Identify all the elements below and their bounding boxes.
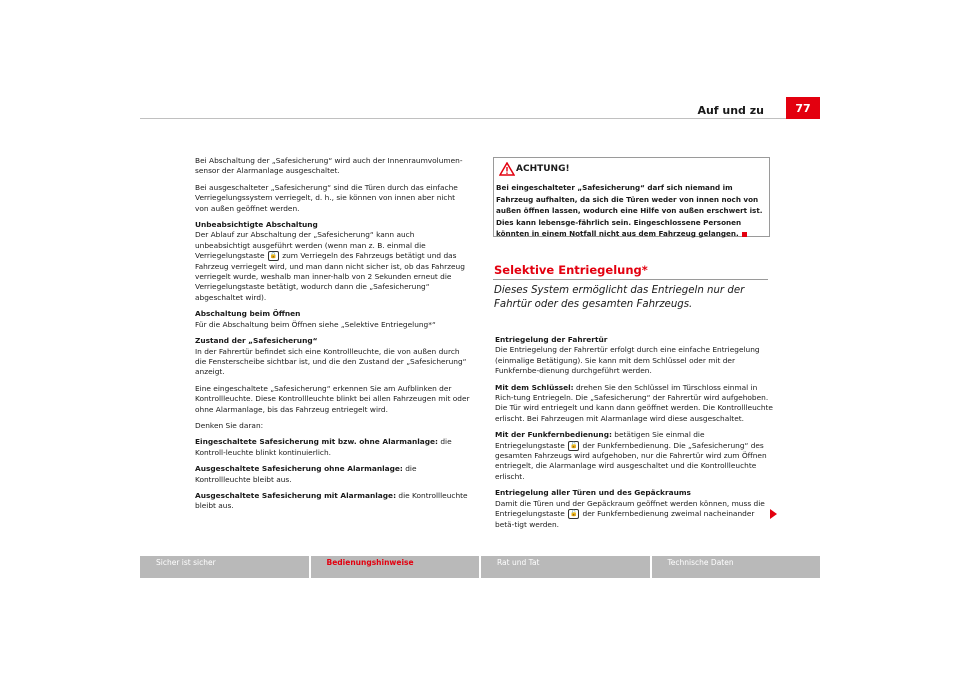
unlock-key-icon: 🔓 [569,510,578,518]
section-block [495,488,773,530]
paragraph-text: Die Entriegelung der Fahrertür erfolgt durch eine einfache Entriegelung (einmalige Betätigung). Sie kann mit dem Schlüssel oder mit der Funkfernbe-dienung durchgeführt werden. [495,345,760,376]
paragraph [495,430,773,482]
list-item-label: Ausgeschaltete Safesicherung mit Alarmanlage: [195,490,397,500]
list-item [195,491,470,512]
paragraph-text: zum Verriegeln des Fahrzeugs betätigt und das Fahrzeug verriegelt wird, und man dann nicht sicher ist, ob das Fahrzeug verriegelt wurde, weshalb man inner-halb von 2 Sekunden erneut die Verriegelungstaste betätigt, wodurch dann die „Safesicherung“ abgeschaltet wird). [195,251,465,302]
unlock-key-icon: 🔓 [569,441,578,449]
paragraph: Bei ausgeschalteter „Safesicherung“ sind die Türen durch das einfache Verriegelungssystem verriegelt, d. h., sie können von innen aber nicht von außen geöffnet werden. [195,182,458,213]
page-title: Auf und zu [697,104,764,117]
tab-technische-daten[interactable]: Technische Daten [652,556,821,578]
header-rule [140,118,820,119]
list-item [195,437,470,458]
warning-box [493,157,770,237]
list-item [195,464,470,485]
list-item-text: die Kontrollleuchte bleibt aus. [195,464,417,484]
paragraph: Denken Sie daran: [195,420,264,430]
footer-nav [140,556,820,578]
paragraph-text: Für die Abschaltung beim Öffnen siehe „Selektive Entriegelung*“ [195,319,436,329]
tab-bedienungshinweise[interactable]: Bedienungshinweise [311,556,480,578]
warning-triangle-icon [499,162,515,176]
paragraph-text: Der Ablauf zur Abschaltung der „Safesicherung“ kann auch unbeabsichtigt ausgeführt werden (wenn man z. B. einmal die Verriegelungstaste [195,230,426,261]
paragraph-text: der Funkfernbedienung zweimal nacheinander betä-tigt werden. [495,509,755,529]
paragraph-label: Mit dem Schlüssel: [495,382,574,392]
section-block [195,220,470,303]
subheading: Entriegelung aller Türen und des Gepäckraums [495,488,691,498]
tab-rat-und-tat[interactable]: Rat und Tat [481,556,650,578]
subheading: Unbeabsichtigte Abschaltung [195,220,318,230]
section-block [195,336,470,378]
list-item-label: Ausgeschaltete Safesicherung ohne Alarmanlage: [195,464,403,474]
paragraph-text: der Funkfernbedienung. Die „Safesicherung“ des gesamten Fahrzeugs wird aufgehoben, nur die Fahrertür wird zum Öffnen entriegelt, die Alarmanlage wird ausgeschaltet und die Kontrollleuchte erlischt. [495,440,767,481]
paragraph: Bei Abschaltung der „Safesicherung“ wird auch der Innenraumvolumen-sensor der Alarmanlage ausgeschaltet. [195,156,463,176]
subheading: Abschaltung beim Öffnen [195,309,301,319]
section-title: Selektive Entriegelung* [494,263,648,277]
next-page-arrow-icon[interactable] [770,509,777,519]
paragraph-label: Mit der Funkfernbedienung: [495,430,612,440]
list-item-text: die Kontrollleuchte bleibt aus. [195,490,468,511]
left-column [195,156,470,518]
list-item-text: die Kontroll-leuchte blinkt kontinuierlich. [195,437,452,457]
paragraph-text: In der Fahrertür befindet sich eine Kontrollleuchte, die von außen durch die Fensterscheibe sichtbar ist, und die den Zustand der „Safesicherung“ anzeigt. [195,346,467,377]
subheading: Entriegelung der Fahrertür [495,335,608,344]
warning-title: ACHTUNG! [516,164,570,174]
section-block [495,335,773,377]
section-block [195,309,470,330]
right-column [495,335,773,536]
subheading: Zustand der „Safesicherung“ [195,336,318,346]
paragraph: Eine eingeschaltete „Safesicherung“ erkennen Sie am Aufblinken der Kontrollleuchte. Diese Kontrollleuchte blinkt bei allen Fahrzeugen mit oder ohne Alarmanlage, bis das Fahrzeug entriegelt wird. [195,383,470,414]
warning-text-block [496,182,766,240]
tab-sicher-ist-sicher[interactable]: Sicher ist sicher [140,556,309,578]
end-marker-icon [742,232,747,237]
list-item-label: Eingeschaltete Safesicherung mit bzw. ohne Alarmanlage: [195,437,438,447]
page-number: 77 [786,97,820,119]
paragraph-text: betätigen Sie einmal die Entriegelungstaste [495,430,705,450]
warning-text: Bei eingeschalteter „Safesicherung“ darf sich niemand im Fahrzeug aufhalten, da sich die Türen weder von innen noch von außen öffnen lassen, wodurch eine Hilfe von außen erschwert ist. Dies kann lebensge-fährlich sein. Eingeschlossene Personen könnten in einem Notfall nicht aus dem Fahrzeug gelangen. [496,183,763,238]
paragraph-text: Damit die Türen und der Gepäckraum geöffnet werden können, muss die Entriegelungstaste [495,498,765,519]
section-intro: Dieses System ermöglicht das Entriegeln nur der Fahrtür oder des gesamten Fahrzeugs. [494,285,745,310]
lock-key-icon: 🔒 [269,252,278,260]
paragraph [495,383,773,425]
paragraph-text: drehen Sie den Schlüssel im Türschloss einmal in Rich-tung Entriegeln. Die „Safesicherung“ der Fahrertür wird aufgehoben. Die Tür wird entriegelt und kann dann geöffnet werden. Die Kontrollleuchte erlischt. Bei Fahrzeugen mit Alarmanlage wird diese ausgeschaltet. [495,382,773,423]
section-rule [493,279,768,280]
